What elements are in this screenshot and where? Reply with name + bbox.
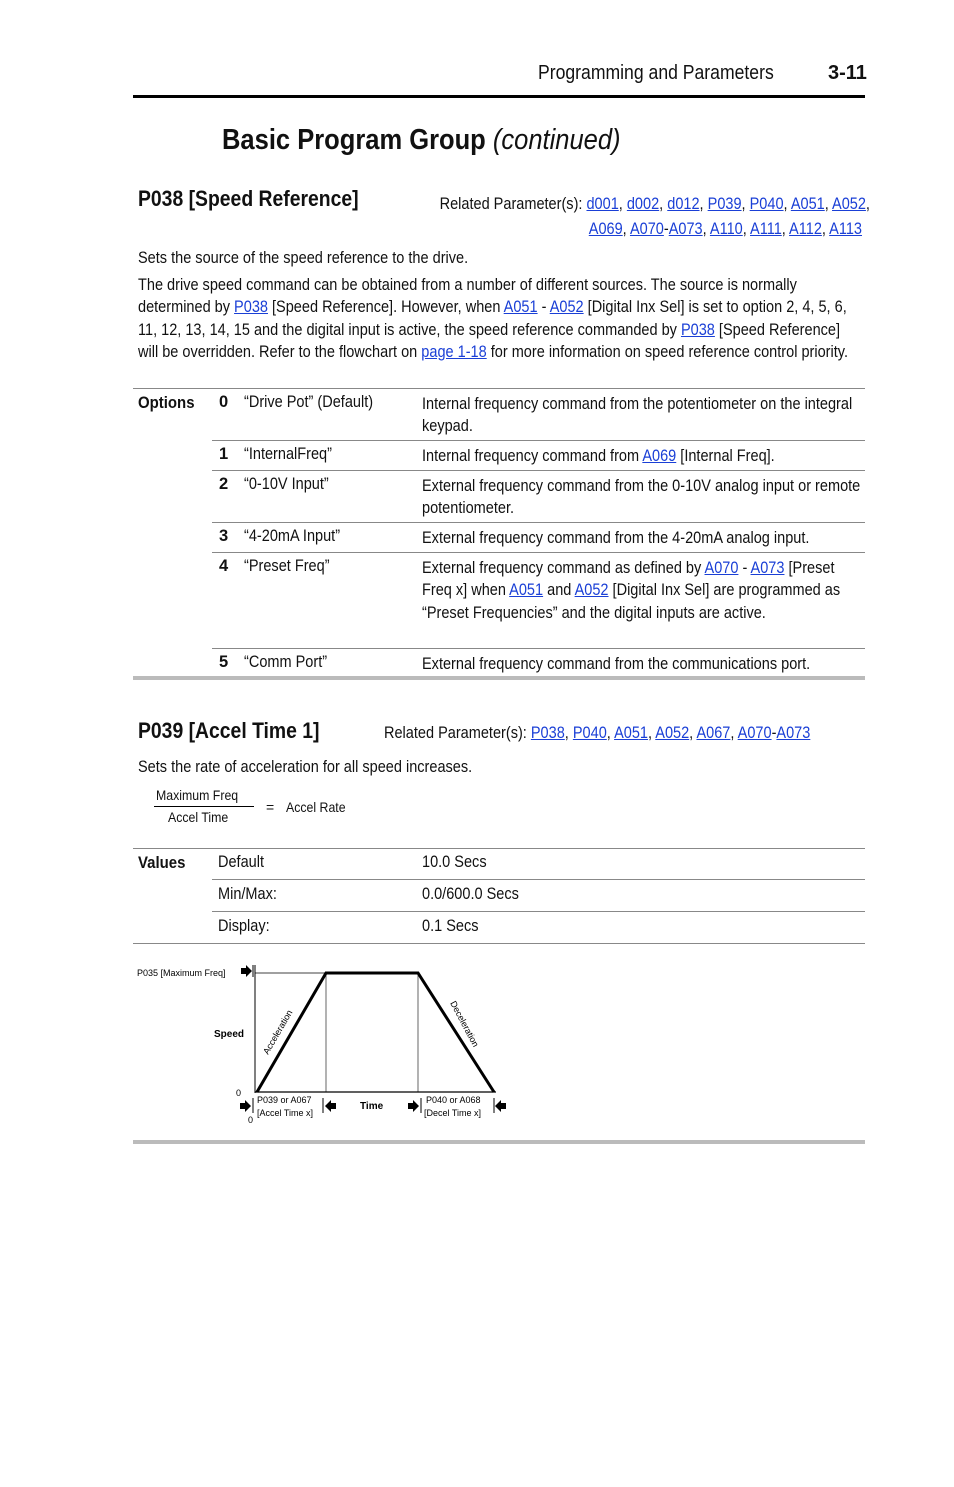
link-a110[interactable]: A110 (709, 220, 743, 238)
p039-related-label: Related Parameter(s): (384, 724, 527, 742)
option-desc-text: - (738, 559, 751, 577)
option-row (212, 649, 865, 677)
link-a113[interactable]: A113 (829, 220, 862, 238)
page-number: 3-11 (828, 62, 867, 84)
formula-denominator: Accel Time (168, 809, 229, 825)
arrow-left-icon (325, 1100, 336, 1112)
option-desc-text: [Digital Inx Sel] are programmed as “Preset Frequencies” and the digital inputs are active. (422, 581, 841, 622)
option-row (212, 553, 865, 649)
value-key: Display: (218, 917, 270, 935)
value-key: Min/Max: (218, 885, 277, 903)
header-section-title: Programming and Parameters (538, 62, 774, 84)
y-axis-label: Speed (214, 1029, 245, 1040)
values-table-bottom-rule (133, 943, 865, 944)
link-a052[interactable]: A052 (832, 195, 866, 213)
formula-result: Accel Rate (286, 799, 346, 815)
p039-description: Sets the rate of acceleration for all speed increases. (138, 758, 473, 776)
option-row (212, 471, 865, 523)
decel-time-label: [Decel Time x] (424, 1108, 482, 1118)
x-axis-label: Time (360, 1101, 384, 1112)
option-description: External frequency command from the communications port. (422, 655, 811, 673)
option-description: External frequency command from the 4-20mA analog input. (422, 529, 810, 547)
value-value: 0.1 Secs (422, 917, 479, 935)
arrow-right-icon (408, 1100, 419, 1112)
option-desc-text: Internal frequency command from (422, 447, 643, 465)
option-name: “InternalFreq” (244, 445, 332, 463)
link-a070[interactable]: A070 (629, 220, 664, 238)
link-a070[interactable]: A070 (737, 724, 772, 742)
acceleration-label: Acceleration (261, 1008, 295, 1056)
option-name: “Preset Freq” (244, 557, 330, 575)
section-bottom-rule (133, 1140, 865, 1144)
p038-description-short: Sets the source of the speed reference to the drive. (138, 249, 469, 267)
value-value: 10.0 Secs (422, 853, 487, 871)
formula-numerator: Maximum Freq (156, 787, 239, 803)
link-p040[interactable]: P040 (572, 724, 607, 742)
option-name: “Drive Pot” (Default) (244, 393, 374, 411)
link-a052[interactable]: A052 (549, 298, 584, 317)
zero-x-label: 0 (248, 1115, 254, 1125)
link-a051[interactable]: A051 (509, 581, 544, 600)
p038-desc-text: [Speed Reference]. However, when (267, 298, 504, 317)
link-page-1-18[interactable]: page 1-18 (421, 342, 487, 361)
accel-time-label: P039 or A067 (257, 1095, 312, 1105)
p038-description-long (138, 274, 864, 363)
arrow-right-icon (241, 965, 252, 977)
p039-title: P039 [Accel Time 1] (138, 718, 320, 743)
p038-related-label: Related Parameter(s): (439, 195, 583, 213)
option-desc-text: [Preset Freq x] when (422, 559, 835, 600)
decel-time-label: P040 or A068 (426, 1095, 481, 1105)
value-row (212, 848, 865, 880)
option-name: “4-20mA Input” (244, 527, 341, 545)
p038-desc-text: [Digital Inx Sel] is set to option 2, 4, 5, 6, 11, 12, 13, 14, 15 and the digital input is active, the speed reference commanded by (138, 298, 847, 339)
link-a051[interactable]: A051 (790, 195, 825, 213)
option-description (422, 557, 862, 624)
link-p040[interactable]: P040 (749, 195, 784, 213)
option-name: “0-10V Input” (244, 475, 329, 493)
p038-desc-text: for more information on speed reference control priority. (486, 342, 848, 361)
link-a111[interactable]: A111 (750, 220, 782, 238)
link-a073[interactable]: A073 (750, 559, 785, 577)
value-value: 0.0/600.0 Secs (422, 885, 519, 903)
p038-title: P038 [Speed Reference] (138, 186, 359, 211)
link-a069[interactable]: A069 (588, 220, 623, 238)
group-title (222, 124, 621, 157)
value-row (212, 880, 865, 912)
arrow-right-icon (240, 1100, 251, 1112)
value-key: Default (218, 853, 265, 871)
accel-time-label: [Accel Time x] (257, 1108, 314, 1118)
zero-y-label: 0 (236, 1088, 242, 1098)
deceleration-label: Deceleration (448, 999, 481, 1049)
header-rule (133, 95, 865, 98)
p038-desc-text: - (537, 298, 550, 317)
link-a112[interactable]: A112 (789, 220, 822, 238)
option-description: Internal frequency command from the potentiometer on the integral keypad. (422, 395, 853, 436)
group-title-continued: (continued) (492, 124, 621, 156)
link-a067[interactable]: A067 (696, 724, 731, 742)
link-p038[interactable]: P038 (680, 320, 715, 339)
option-name: “Comm Port” (244, 653, 328, 671)
p038-desc-text: [Speed Reference] will be overridden. Refer to the flowchart on (138, 320, 841, 361)
options-table-bottom-rule (133, 676, 865, 680)
max-freq-label: P035 [Maximum Freq] (137, 968, 226, 978)
arrow-left-icon (495, 1100, 506, 1112)
link-a070[interactable]: A070 (704, 559, 739, 577)
speed-profile (257, 973, 494, 1092)
link-p038[interactable]: P038 (234, 298, 268, 317)
link-a073[interactable]: A073 (668, 220, 703, 238)
option-desc-text: and (543, 581, 575, 600)
link-a051[interactable]: A051 (503, 298, 538, 317)
option-row (212, 523, 865, 553)
option-number: 0 (219, 393, 229, 411)
option-number: 5 (219, 653, 229, 671)
link-d012[interactable]: d012 (667, 195, 700, 213)
link-p038[interactable]: P038 (530, 724, 565, 742)
option-row (212, 389, 865, 441)
link-a052[interactable]: A052 (655, 724, 690, 742)
option-description (422, 445, 809, 467)
option-number: 2 (219, 475, 229, 493)
option-number: 1 (219, 445, 229, 463)
value-row (212, 912, 865, 944)
link-a069[interactable]: A069 (642, 447, 677, 465)
option-row (212, 441, 865, 471)
option-number: 4 (219, 557, 229, 575)
formula-fraction-bar (154, 806, 254, 807)
p038-desc-text: The drive speed command can be obtained from a number of different sources. The source is normally determined by (138, 276, 797, 317)
option-desc-text: [Internal Freq]. (676, 447, 775, 465)
options-label: Options (138, 393, 195, 412)
p038-related-params: Related Parameter(s): d001, d002, d012, P039, P040, A051, A052, A069, A070-A073, A110, A111, A112, A113 (439, 195, 870, 238)
link-d001[interactable]: d001 (586, 195, 619, 213)
accel-decel-diagram (130, 955, 530, 1130)
group-title-text: Basic Program Group (222, 124, 486, 156)
option-description: External frequency command from the 0-10V analog input or remote potentiometer. (422, 477, 861, 518)
link-a051[interactable]: A051 (614, 724, 648, 742)
link-a073[interactable]: A073 (776, 724, 811, 742)
option-desc-text: External frequency command as defined by (422, 559, 705, 577)
p039-related-params: Related Parameter(s): P038, P040, A051, A052, A067, A070-A073 (384, 724, 811, 742)
link-p039[interactable]: P039 (707, 195, 742, 213)
formula-equals: = (266, 799, 275, 815)
link-a052[interactable]: A052 (574, 581, 609, 600)
option-number: 3 (219, 527, 229, 545)
link-d002[interactable]: d002 (626, 195, 660, 213)
values-label: Values (138, 853, 186, 872)
